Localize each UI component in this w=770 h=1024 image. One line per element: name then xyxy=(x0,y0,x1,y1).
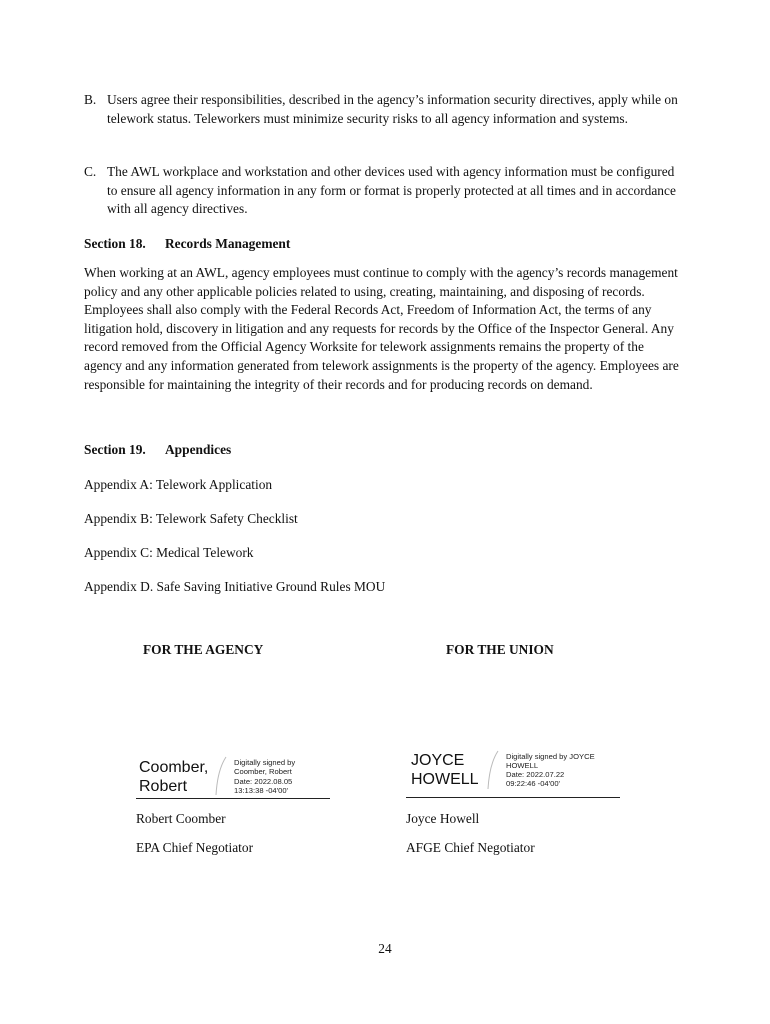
signature-divider-icon xyxy=(214,756,228,796)
list-marker: C. xyxy=(84,164,97,179)
digital-sign-text: Digitally signed by JOYCE xyxy=(506,752,595,761)
section-number: Section 18. xyxy=(84,236,146,251)
digital-sign-text: Coomber, Robert xyxy=(234,767,292,776)
list-item-text: Users agree their responsibilities, described in the agency’s information security directives, apply while on telework status. Teleworkers must minimize security risks to all agency information and systems. xyxy=(107,92,678,126)
signature-name-line1: Coomber, xyxy=(139,759,209,776)
appendix-a: Appendix A: Telework Application xyxy=(84,477,273,492)
union-signature-line xyxy=(406,797,620,798)
list-item-c xyxy=(84,163,684,219)
agency-signer-name: Robert Coomber xyxy=(136,811,226,826)
appendix-b: Appendix B: Telework Safety Checklist xyxy=(84,511,298,526)
digital-sign-date: Date: 2022.07.22 xyxy=(506,770,565,779)
page-number: 24 xyxy=(378,941,392,956)
digital-sign-time: 13:13:38 -04'00' xyxy=(234,786,288,795)
appendix-d: Appendix D. Safe Saving Initiative Ground Rules MOU xyxy=(84,579,386,594)
section-number: Section 19. xyxy=(84,442,146,457)
union-digital-signature xyxy=(408,750,622,798)
union-heading: FOR THE UNION xyxy=(446,642,554,657)
section-title: Records Management xyxy=(165,236,291,251)
section-19-heading xyxy=(84,441,231,460)
section-18-body: When working at an AWL, agency employees must continue to comply with the agency’s records management policy and any other applicable policies related to using, creating, maintaining, and disposing of records. Employees shall also comply with the Federal Records Act, Freedom of Information Act, the terms of any litigation hold, discovery in litigation and any requests for records by the Office of the Inspector General. Any record removed from the Official Agency Worksite for telework assignments remains the property of the agency and any information generated from telework assignments is the property of the agency. Employees are responsible for maintaining the integrity of their records and for producing records on demand. xyxy=(84,265,679,392)
signature-divider-icon xyxy=(486,750,500,790)
digital-sign-text: HOWELL xyxy=(506,761,539,770)
digital-sign-text: Digitally signed by xyxy=(234,758,296,767)
digital-sign-time: 09:22:46 -04'00' xyxy=(506,779,560,788)
digital-sign-date: Date: 2022.08.05 xyxy=(234,777,293,786)
agency-digital-signature xyxy=(136,756,332,800)
list-item-b xyxy=(84,91,684,128)
union-signer-title: AFGE Chief Negotiator xyxy=(406,840,535,855)
signature-name-line2: HOWELL xyxy=(411,771,479,788)
signature-name-line1: JOYCE xyxy=(411,752,465,769)
list-marker: B. xyxy=(84,92,97,107)
appendix-c: Appendix C: Medical Telework xyxy=(84,545,254,560)
list-item-text: The AWL workplace and workstation and other devices used with agency information must be configured to ensure all agency information in any form or format is properly protected at all times and in accordance with all agency directives. xyxy=(107,164,676,217)
union-signer-name: Joyce Howell xyxy=(406,811,480,826)
agency-signer-title: EPA Chief Negotiator xyxy=(136,840,254,855)
agency-signature-line xyxy=(136,798,330,799)
section-title: Appendices xyxy=(165,442,232,457)
section-18-heading xyxy=(84,235,290,254)
agency-heading: FOR THE AGENCY xyxy=(143,642,264,657)
signature-name-line2: Robert xyxy=(139,778,188,795)
